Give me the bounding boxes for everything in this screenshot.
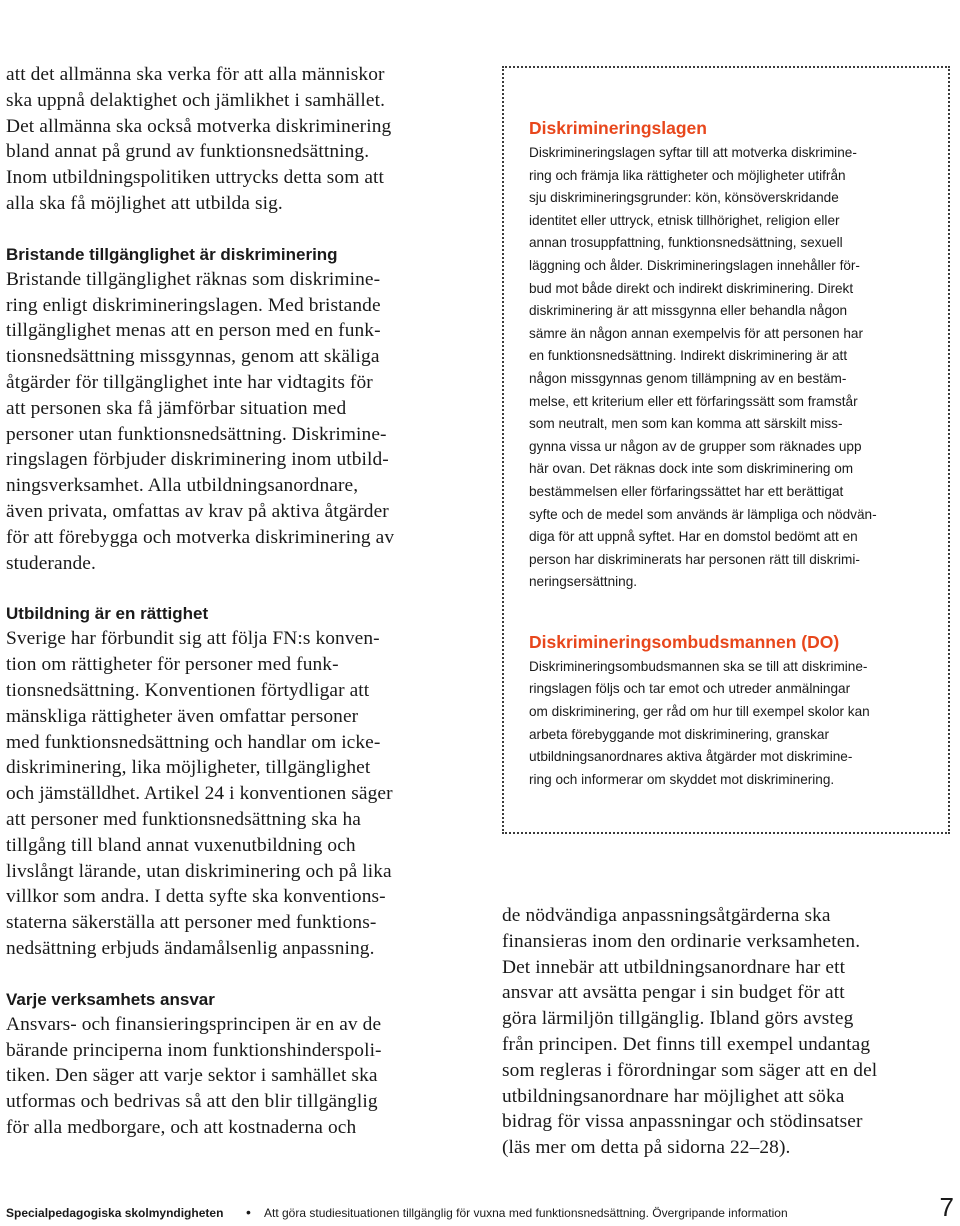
text-line: tillgång till bland annat vuxenutbildning och bbox=[6, 834, 356, 856]
text-line: person har diskriminerats har personen rätt till diskrimi- bbox=[529, 551, 860, 567]
text-line: annan trosuppfattning, funktionsnedsättning, sexuell bbox=[529, 235, 843, 251]
right-column bbox=[502, 903, 952, 1161]
box-paragraph-do bbox=[529, 656, 938, 792]
text-line: Sverige har förbundit sig att följa FN:s konven- bbox=[6, 628, 380, 650]
fact-box bbox=[502, 66, 950, 834]
text-line: att personen ska få jämförbar situation med bbox=[6, 397, 347, 419]
text-line: nedsättning erbjuds ändamålsenlig anpassning. bbox=[6, 937, 375, 959]
text-line: identitet eller uttryck, etnisk tillhörighet, religion eller bbox=[529, 212, 840, 228]
text-line: bestämmelsen eller förfaringssättet har ett berättigat bbox=[529, 483, 844, 499]
text-line: från principen. Det finns till exempel undantag bbox=[502, 1033, 871, 1055]
text-line: sju diskrimineringsgrunder: kön, könsöverskridande bbox=[529, 190, 839, 206]
text-line: som neutralt, men som kan komma att särskilt miss- bbox=[529, 416, 843, 432]
footer-bullet: • bbox=[246, 1204, 251, 1220]
text-line: med funktionsnedsättning och handlar om icke- bbox=[6, 731, 381, 753]
paragraph-utbildning-rattighet bbox=[6, 626, 476, 961]
text-line: Det innebär att utbildningsanordnare har ett bbox=[502, 956, 846, 978]
intro-paragraph bbox=[6, 62, 476, 217]
text-line: tion om rättigheter för personer med funk- bbox=[6, 654, 339, 676]
text-line: diga för att uppnå syftet. Har en domstol bedömt att en bbox=[529, 529, 858, 545]
footer-organization: Specialpedagogiska skolmyndigheten bbox=[6, 1206, 224, 1220]
text-line: diskriminering är att missgynna eller behandla någon bbox=[529, 303, 848, 319]
text-line: tillgänglighet menas att en person med en funk- bbox=[6, 320, 381, 342]
text-line: ska uppnå delaktighet och jämlikhet i samhället. bbox=[6, 89, 386, 111]
text-line: att det allmänna ska verka för att alla människor bbox=[6, 64, 385, 85]
text-line: ningsverksamhet. Alla utbildningsanordnare, bbox=[6, 475, 359, 497]
text-line: om diskriminering, ger råd om hur till exempel skolor kan bbox=[529, 704, 870, 720]
text-line: för alla medborgare, och att kostnaderna och bbox=[6, 1116, 357, 1138]
text-line: ansvar att avsätta pengar i sin budget för att bbox=[502, 982, 845, 1004]
paragraph-continued bbox=[502, 903, 952, 1161]
text-line: finansieras inom den ordinarie verksamheten. bbox=[502, 930, 861, 952]
text-line: ring enligt diskrimineringslagen. Med bristande bbox=[6, 294, 381, 316]
box-title-diskrimineringslagen: Diskrimineringslagen bbox=[529, 118, 707, 138]
left-column bbox=[6, 62, 476, 1141]
text-line: göra lärmiljön tillgänglig. Ibland görs avsteg bbox=[502, 1008, 854, 1030]
text-line: som regleras i förordningar som säger att en del bbox=[502, 1059, 878, 1081]
text-line: Diskrimineringsombudsmannen ska se till att diskrimine- bbox=[529, 658, 868, 674]
text-line: utformas och bedrivas så att den blir tillgänglig bbox=[6, 1091, 378, 1113]
text-line: utbildningsanordnares aktiva åtgärder mot diskrimine- bbox=[529, 749, 853, 765]
text-line: Diskrimineringslagen syftar till att motverka diskrimine- bbox=[529, 145, 857, 160]
text-line: och jämställdhet. Artikel 24 i konventionen säger bbox=[6, 783, 393, 805]
heading-verksamhets-ansvar: Varje verksamhets ansvar bbox=[6, 989, 215, 1009]
text-line: även privata, omfattas av krav på aktiva åtgärder bbox=[6, 500, 389, 522]
text-line: (läs mer om detta på sidorna 22–28). bbox=[502, 1137, 791, 1159]
text-line: staterna säkerställa att personer med funktions- bbox=[6, 912, 377, 934]
text-line: gynna vissa ur någon av de grupper som räknades upp bbox=[529, 438, 862, 454]
text-line: alla ska få möjlighet att utbilda sig. bbox=[6, 192, 283, 214]
page-number: 7 bbox=[939, 1192, 954, 1222]
heading-utbildning-rattighet: Utbildning är en rättighet bbox=[6, 604, 209, 624]
text-line: bärande principerna inom funktionshinderspoli- bbox=[6, 1039, 382, 1061]
paragraph-bristande-tillganglighet bbox=[6, 267, 476, 577]
heading-bristande-tillganglighet: Bristande tillgänglighet är diskriminering bbox=[6, 244, 338, 264]
text-line: sämre än någon annan exempelvis för att personen har bbox=[529, 325, 864, 341]
text-line: de nödvändiga anpassningsåtgärderna ska bbox=[502, 905, 831, 926]
text-line: diskriminering, lika möjligheter, tillgänglighet bbox=[6, 757, 371, 779]
text-line: villkor som andra. I detta syfte ska konventions- bbox=[6, 886, 386, 908]
text-line: för att förebygga och motverka diskriminering av bbox=[6, 526, 395, 548]
paragraph-verksamhets-ansvar bbox=[6, 1012, 476, 1141]
text-line: att personer med funktionsnedsättning ska ha bbox=[6, 808, 361, 830]
text-line: ringslagen följs och tar emot och utreder anmälningar bbox=[529, 681, 851, 697]
text-line: mänskliga rättigheter även omfattar personer bbox=[6, 705, 359, 727]
box-paragraph-diskrimineringslagen bbox=[529, 142, 938, 594]
text-line: tionsnedsättning missgynnas, genom att skäliga bbox=[6, 346, 380, 368]
text-line: bland annat på grund av funktionsnedsättning. bbox=[6, 141, 370, 163]
text-line: någon missgynnas genom tillämpning av en bestäm- bbox=[529, 370, 847, 386]
page-footer bbox=[6, 1192, 954, 1226]
text-line: en funktionsnedsättning. Indirekt diskriminering är att bbox=[529, 348, 848, 364]
text-line: personer utan funktionsnedsättning. Diskrimine- bbox=[6, 423, 387, 445]
text-line: Det allmänna ska också motverka diskriminering bbox=[6, 115, 392, 137]
text-line: livslångt lärande, utan diskriminering och på lika bbox=[6, 860, 392, 882]
text-line: arbeta förebyggande mot diskriminering, granskar bbox=[529, 726, 829, 742]
text-line: läggning och ålder. Diskrimineringslagen innehåller för- bbox=[529, 257, 860, 273]
text-line: tiken. Den säger att varje sektor i samhället ska bbox=[6, 1065, 378, 1087]
text-line: här ovan. Det räknas dock inte som diskriminering om bbox=[529, 461, 854, 477]
text-line: ring och främja lika rättigheter och möjligheter utifrån bbox=[529, 167, 846, 183]
text-line: Inom utbildningspolitiken uttrycks detta som att bbox=[6, 167, 385, 189]
text-line: utbildningsanordnare har möjlighet att söka bbox=[502, 1085, 845, 1107]
text-line: ringslagen förbjuder diskriminering inom utbild- bbox=[6, 449, 389, 471]
text-line: åtgärder för tillgänglighet inte har vidtagits för bbox=[6, 371, 373, 393]
footer-document-title: Att göra studiesituationen tillgänglig för vuxna med funktionsnedsättning. Övergripande information bbox=[264, 1206, 788, 1220]
text-line: Ansvars- och finansieringsprincipen är en av de bbox=[6, 1013, 382, 1035]
text-line: melse, ett kriterium eller ett förfaringssätt som framstår bbox=[529, 393, 858, 409]
text-line: ring och informerar om skyddet mot diskriminering. bbox=[529, 771, 835, 787]
text-line: bidrag för vissa anpassningar och stödinsatser bbox=[502, 1111, 863, 1133]
text-line: bud mot både direkt och indirekt diskriminering. Direkt bbox=[529, 280, 854, 296]
box-title-do: Diskrimineringsombudsmannen (DO) bbox=[529, 631, 840, 652]
text-line: syfte och de medel som används är lämpliga och nödvän- bbox=[529, 506, 877, 522]
text-line: tionsnedsättning. Konventionen förtydligar att bbox=[6, 679, 370, 701]
text-line: studerande. bbox=[6, 552, 96, 574]
text-line: Bristande tillgänglighet räknas som diskrimine- bbox=[6, 268, 381, 290]
text-line: neringsersättning. bbox=[529, 574, 638, 590]
